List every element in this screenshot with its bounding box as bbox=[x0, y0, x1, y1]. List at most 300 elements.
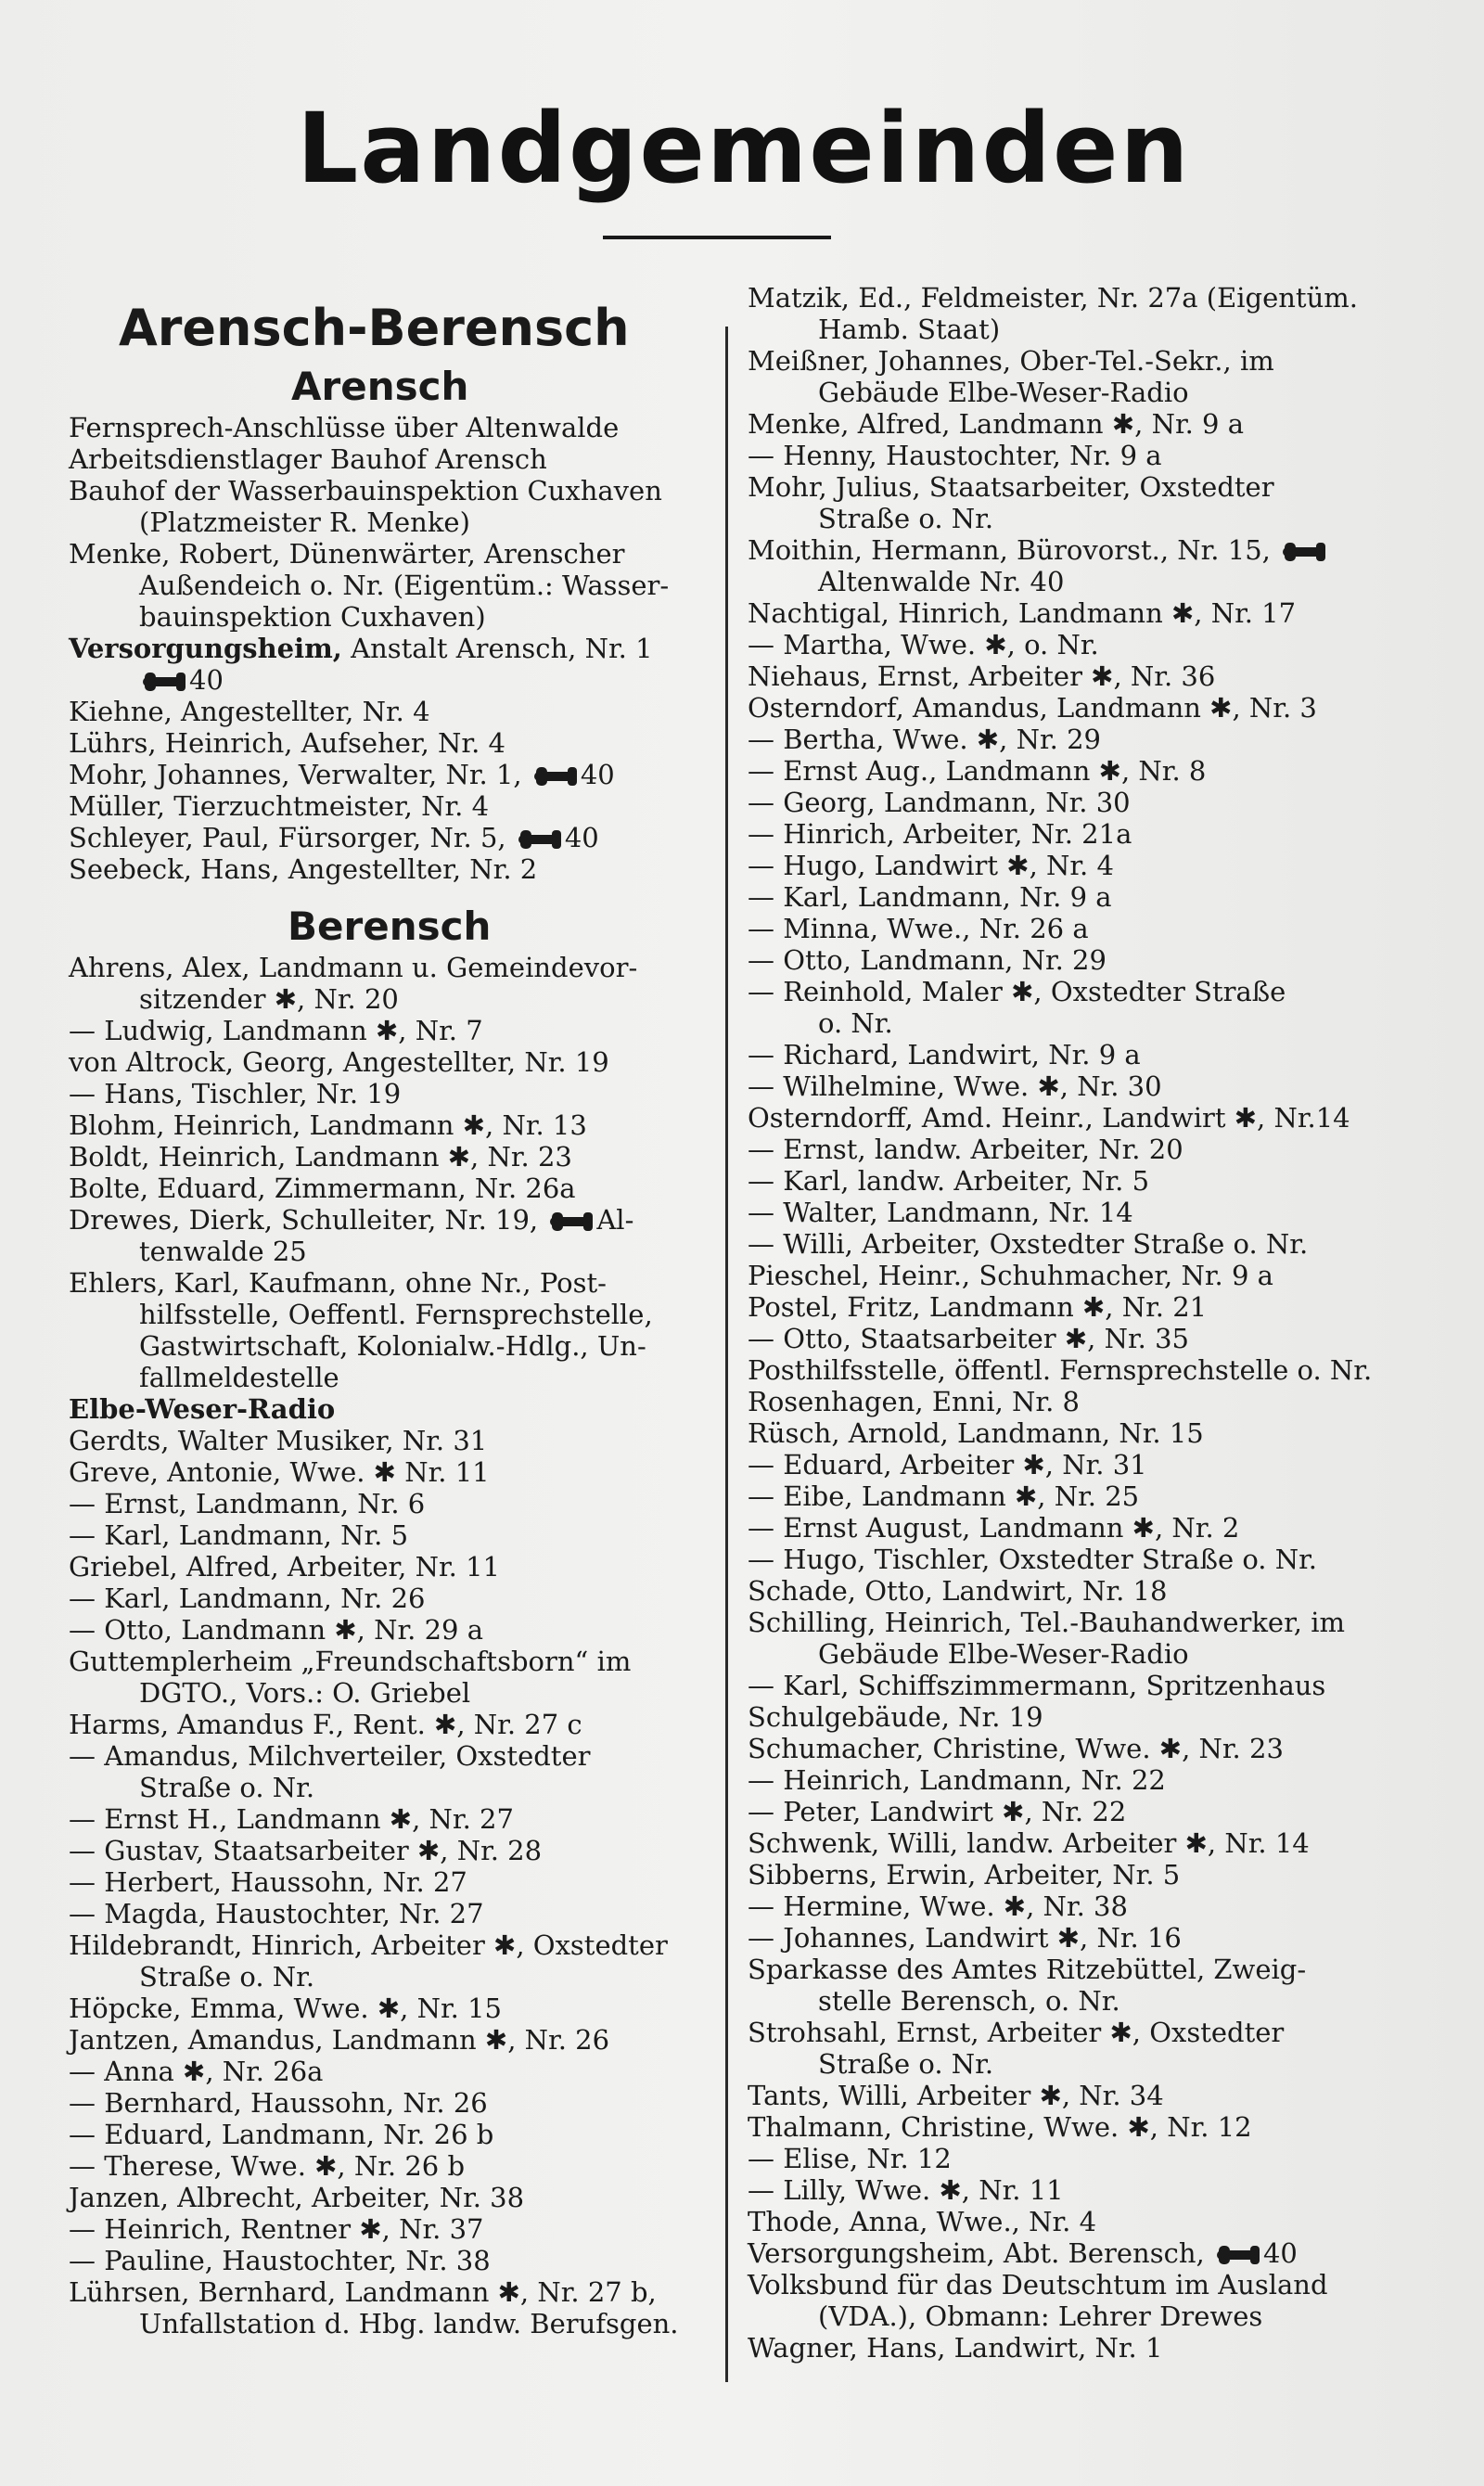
entry-continuation bbox=[748, 1007, 1415, 1039]
entry-line bbox=[69, 1173, 729, 1204]
directory-entry bbox=[69, 2087, 729, 2119]
entry-text: Lührsen, Bernhard, Landmann ✱, Nr. 27 b, bbox=[69, 2276, 657, 2308]
entry-line bbox=[69, 1929, 729, 1961]
directory-entry bbox=[748, 1607, 1415, 1670]
directory-entry bbox=[748, 787, 1415, 818]
directory-entry bbox=[748, 1954, 1415, 2017]
entry-line bbox=[748, 1165, 1415, 1197]
entry-text: — Magda, Haustochter, Nr. 27 bbox=[69, 1898, 484, 1929]
entry-line bbox=[748, 1102, 1415, 1134]
entry-line bbox=[748, 1890, 1415, 1922]
directory-entry bbox=[69, 2024, 729, 2056]
entry-line bbox=[69, 2056, 729, 2087]
telephone-icon bbox=[518, 835, 561, 844]
entry-text: — Hans, Tischler, Nr. 19 bbox=[69, 1078, 402, 1109]
entry-text: Moithin, Hermann, Bürovorst., Nr. 15, bbox=[748, 534, 1271, 566]
entry-text: — Karl, Landmann, Nr. 9 a bbox=[748, 881, 1112, 913]
entry-text: — Gustav, Staatsarbeiter ✱, Nr. 28 bbox=[69, 1835, 543, 1866]
directory-entry bbox=[748, 440, 1415, 471]
entry-name-bold: Elbe-Weser-Radio bbox=[69, 1393, 336, 1425]
directory-entry bbox=[748, 2332, 1415, 2364]
entry-text: Schumacher, Christine, Wwe. ✱, Nr. 23 bbox=[748, 1733, 1284, 1764]
directory-entry bbox=[748, 1449, 1415, 1480]
entry-text: Strohsahl, Ernst, Arbeiter ✱, Oxstedter bbox=[748, 2017, 1285, 2048]
entry-line bbox=[748, 408, 1415, 440]
entry-text: Schade, Otto, Landwirt, Nr. 18 bbox=[748, 1575, 1168, 1607]
entry-text: Ahrens, Alex, Landmann u. Gemeindevor- bbox=[69, 952, 638, 983]
entry-text: 40 bbox=[189, 664, 224, 696]
entry-continuation bbox=[748, 2048, 1415, 2080]
entry-text: Drewes, Dierk, Schulleiter, Nr. 19, bbox=[69, 1204, 539, 1236]
entry-text: Greve, Antonie, Wwe. ✱ Nr. 11 bbox=[69, 1456, 490, 1488]
entry-text: Seebeck, Hans, Angestellter, Nr. 2 bbox=[69, 853, 538, 885]
directory-entry bbox=[69, 412, 729, 443]
directory-entry bbox=[69, 1109, 729, 1141]
entry-line bbox=[69, 1646, 729, 1677]
entry-line bbox=[748, 629, 1415, 660]
entry-text: Straße o. Nr. bbox=[818, 503, 994, 534]
directory-entry bbox=[748, 2017, 1415, 2080]
entry-line bbox=[748, 1954, 1415, 1985]
entry-line bbox=[748, 881, 1415, 913]
entry-continuation bbox=[69, 1677, 729, 1709]
entry-text: Unfallstation d. Hbg. landw. Berufsgen. bbox=[139, 2308, 679, 2339]
entry-line bbox=[748, 1260, 1415, 1291]
entry-line bbox=[69, 822, 729, 853]
directory-entry bbox=[748, 282, 1415, 345]
entry-continuation bbox=[748, 2300, 1415, 2332]
entry-line bbox=[69, 1551, 729, 1583]
directory-entry bbox=[748, 1102, 1415, 1134]
entry-line bbox=[69, 1456, 729, 1488]
entry-text: — Reinhold, Maler ✱, Oxstedter Straße bbox=[748, 976, 1286, 1007]
directory-entry bbox=[69, 952, 729, 1015]
entry-text: Gebäude Elbe-Weser-Radio bbox=[818, 1638, 1189, 1670]
entry-line bbox=[69, 2213, 729, 2245]
entry-name-bold: Versorgungsheim, bbox=[69, 633, 342, 664]
entry-text: Griebel, Alfred, Arbeiter, Nr. 11 bbox=[69, 1551, 501, 1583]
directory-entry bbox=[69, 1835, 729, 1866]
directory-entry bbox=[748, 629, 1415, 660]
entry-text: Hildebrandt, Hinrich, Arbeiter ✱, Oxstedter bbox=[69, 1929, 668, 1961]
entry-text: — Karl, Landmann, Nr. 26 bbox=[69, 1583, 426, 1614]
directory-entry bbox=[69, 1488, 729, 1519]
directory-entry bbox=[748, 597, 1415, 629]
subsection-title-arensch: Arensch bbox=[291, 364, 469, 409]
directory-entry bbox=[748, 1165, 1415, 1197]
entry-line bbox=[748, 1733, 1415, 1764]
directory-entry bbox=[69, 1803, 729, 1835]
entry-text: Nachtigal, Hinrich, Landmann ✱, Nr. 17 bbox=[748, 597, 1297, 629]
entry-line bbox=[748, 1670, 1415, 1701]
telephone-icon bbox=[550, 1217, 593, 1226]
entry-line bbox=[748, 755, 1415, 787]
entry-text: Pieschel, Heinr., Schuhmacher, Nr. 9 a bbox=[748, 1260, 1273, 1291]
entry-line bbox=[748, 692, 1415, 724]
entry-line bbox=[748, 2206, 1415, 2237]
entry-line bbox=[69, 1866, 729, 1898]
entry-text: — Amandus, Milchverteiler, Oxstedter bbox=[69, 1740, 591, 1772]
entry-text: — Bertha, Wwe. ✱, Nr. 29 bbox=[748, 724, 1101, 755]
entry-line bbox=[748, 471, 1415, 503]
entry-line bbox=[748, 1859, 1415, 1890]
entry-text: — Minna, Wwe., Nr. 26 a bbox=[748, 913, 1089, 944]
directory-entry bbox=[748, 1417, 1415, 1449]
entry-text: Rüsch, Arnold, Landmann, Nr. 15 bbox=[748, 1417, 1204, 1449]
entry-line bbox=[748, 2111, 1415, 2143]
directory-entry bbox=[748, 2080, 1415, 2111]
entry-line bbox=[748, 1197, 1415, 1228]
entry-text: Außendeich o. Nr. (Eigentüm.: Wasser- bbox=[139, 570, 670, 601]
entry-text: hilfsstelle, Oeffentl. Fernsprechstelle, bbox=[139, 1299, 653, 1330]
entry-line bbox=[748, 1386, 1415, 1417]
entry-text: — Herbert, Haussohn, Nr. 27 bbox=[69, 1866, 467, 1898]
entry-text: — Martha, Wwe. ✱, o. Nr. bbox=[748, 629, 1099, 660]
entry-text: Osterndorf, Amandus, Landmann ✱, Nr. 3 bbox=[748, 692, 1317, 724]
entry-text: Boldt, Heinrich, Landmann ✱, Nr. 23 bbox=[69, 1141, 572, 1173]
entry-line bbox=[748, 2269, 1415, 2300]
entry-text: — Ernst August, Landmann ✱, Nr. 2 bbox=[748, 1512, 1240, 1544]
entry-text: Sibberns, Erwin, Arbeiter, Nr. 5 bbox=[748, 1859, 1181, 1890]
entry-line bbox=[748, 282, 1415, 314]
entry-line bbox=[69, 1204, 729, 1236]
directory-entry bbox=[69, 2213, 729, 2245]
telephone-icon bbox=[1217, 2250, 1260, 2260]
page-title: Landgemeinden bbox=[297, 92, 1191, 205]
entry-text: Volksbund für das Deutschtum im Ausland bbox=[748, 2269, 1328, 2300]
directory-entry bbox=[748, 1291, 1415, 1323]
entry-line bbox=[748, 1070, 1415, 1102]
entry-line bbox=[69, 1267, 729, 1299]
entry-line bbox=[69, 538, 729, 570]
entry-line bbox=[69, 1109, 729, 1141]
entry-line bbox=[69, 2119, 729, 2150]
entry-text: — Eduard, Landmann, Nr. 26 b bbox=[69, 2119, 494, 2150]
left-column bbox=[69, 295, 729, 2339]
directory-entry bbox=[748, 881, 1415, 913]
entry-text: Altenwalde Nr. 40 bbox=[818, 566, 1065, 597]
directory-entry bbox=[748, 944, 1415, 976]
entry-text: stelle Berensch, o. Nr. bbox=[818, 1985, 1120, 2017]
entry-line bbox=[69, 2087, 729, 2119]
directory-entry bbox=[748, 850, 1415, 881]
directory-entry bbox=[748, 724, 1415, 755]
entry-line bbox=[69, 1803, 729, 1835]
entry-text: — Pauline, Haustochter, Nr. 38 bbox=[69, 2245, 491, 2276]
directory-entry bbox=[69, 2182, 729, 2213]
directory-entry bbox=[748, 471, 1415, 534]
directory-entry bbox=[69, 1583, 729, 1614]
directory-entry bbox=[69, 1646, 729, 1709]
entry-text: DGTO., Vors.: O. Griebel bbox=[139, 1677, 471, 1709]
entry-text: — Ludwig, Landmann ✱, Nr. 7 bbox=[69, 1015, 483, 1046]
entry-text: Lührs, Heinrich, Aufseher, Nr. 4 bbox=[69, 727, 505, 759]
entry-text: Menke, Alfred, Landmann ✱, Nr. 9 a bbox=[748, 408, 1245, 440]
entry-text: Müller, Tierzuchtmeister, Nr. 4 bbox=[69, 790, 490, 822]
entry-line bbox=[748, 976, 1415, 1007]
directory-entry bbox=[748, 1228, 1415, 1260]
directory-entry bbox=[748, 345, 1415, 408]
entry-continuation bbox=[748, 503, 1415, 534]
entry-text: — Therese, Wwe. ✱, Nr. 26 b bbox=[69, 2150, 466, 2182]
entry-text: — Otto, Landmann, Nr. 29 bbox=[748, 944, 1107, 976]
entry-continuation bbox=[748, 314, 1415, 345]
entry-text: Thode, Anna, Wwe., Nr. 4 bbox=[748, 2206, 1097, 2237]
entry-text: Anstalt Arensch, Nr. 1 bbox=[341, 633, 653, 664]
directory-entry bbox=[748, 818, 1415, 850]
directory-entry bbox=[748, 2269, 1415, 2332]
directory-entry bbox=[69, 1393, 729, 1425]
entry-text: — Ernst Aug., Landmann ✱, Nr. 8 bbox=[748, 755, 1207, 787]
entry-line bbox=[748, 1796, 1415, 1827]
entry-text: Meißner, Johannes, Ober-Tel.-Sekr., im bbox=[748, 345, 1274, 377]
entry-text: Schleyer, Paul, Fürsorger, Nr. 5, bbox=[69, 822, 506, 853]
directory-entry bbox=[69, 443, 729, 475]
entry-text: — Ernst, landw. Arbeiter, Nr. 20 bbox=[748, 1134, 1183, 1165]
entry-continuation bbox=[69, 664, 729, 696]
entry-text: — Heinrich, Rentner ✱, Nr. 37 bbox=[69, 2213, 484, 2245]
entry-line bbox=[748, 787, 1415, 818]
section-title: Arensch-Berensch bbox=[119, 299, 630, 357]
entry-text: — Wilhelmine, Wwe. ✱, Nr. 30 bbox=[748, 1070, 1162, 1102]
directory-entry bbox=[748, 692, 1415, 724]
entry-text: Hamb. Staat) bbox=[818, 314, 1001, 345]
entry-text: Thalmann, Christine, Wwe. ✱, Nr. 12 bbox=[748, 2111, 1252, 2143]
entry-line bbox=[748, 1480, 1415, 1512]
phone-number: 40 bbox=[580, 759, 615, 790]
entry-text: Kiehne, Angestellter, Nr. 4 bbox=[69, 696, 430, 727]
entry-line bbox=[69, 759, 729, 790]
entry-line bbox=[748, 1764, 1415, 1796]
entry-line bbox=[69, 633, 729, 664]
entry-line bbox=[69, 1709, 729, 1740]
entry-text: Jantzen, Amandus, Landmann ✱, Nr. 26 bbox=[69, 2024, 610, 2056]
directory-entry bbox=[69, 1141, 729, 1173]
entry-text: Matzik, Ed., Feldmeister, Nr. 27a (Eigentüm. bbox=[748, 282, 1358, 314]
title-rule bbox=[603, 236, 831, 239]
directory-entry bbox=[69, 1993, 729, 2024]
entry-line bbox=[69, 1078, 729, 1109]
entry-text: — Henny, Haustochter, Nr. 9 a bbox=[748, 440, 1162, 471]
entry-line bbox=[69, 443, 729, 475]
berensch-entry-list-continued bbox=[748, 282, 1415, 2364]
directory-entry bbox=[69, 1267, 729, 1393]
entry-text: — Hugo, Landwirt ✱, Nr. 4 bbox=[748, 850, 1114, 881]
entry-text: Sparkasse des Amtes Ritzebüttel, Zweig- bbox=[748, 1954, 1307, 1985]
entry-line bbox=[69, 853, 729, 885]
entry-text: Guttemplerheim „Freundschaftsborn“ im bbox=[69, 1646, 632, 1677]
directory-entry bbox=[69, 1456, 729, 1488]
entry-line bbox=[748, 2332, 1415, 2364]
directory-entry bbox=[748, 2111, 1415, 2143]
entry-text: Gastwirtschaft, Kolonialw.-Hdlg., Un- bbox=[139, 1330, 646, 1362]
directory-entry bbox=[69, 853, 729, 885]
entry-line bbox=[748, 2174, 1415, 2206]
entry-text: Mohr, Johannes, Verwalter, Nr. 1, bbox=[69, 759, 522, 790]
directory-entry bbox=[69, 2150, 729, 2182]
entry-line bbox=[69, 412, 729, 443]
telephone-icon bbox=[534, 772, 577, 781]
directory-entry bbox=[748, 408, 1415, 440]
entry-text: — Otto, Landmann ✱, Nr. 29 a bbox=[69, 1614, 483, 1646]
directory-entry bbox=[69, 759, 729, 790]
entry-continuation bbox=[748, 1638, 1415, 1670]
directory-entry bbox=[748, 2174, 1415, 2206]
entry-line bbox=[748, 2143, 1415, 2174]
entry-continuation bbox=[69, 983, 729, 1015]
entry-line bbox=[748, 1039, 1415, 1070]
entry-text: Höpcke, Emma, Wwe. ✱, Nr. 15 bbox=[69, 1993, 502, 2024]
entry-text: Menke, Robert, Dünenwärter, Arenscher bbox=[69, 538, 625, 570]
entry-text: — Eibe, Landmann ✱, Nr. 25 bbox=[748, 1480, 1140, 1512]
entry-line bbox=[748, 1323, 1415, 1354]
entry-line bbox=[748, 944, 1415, 976]
directory-entry bbox=[69, 2056, 729, 2087]
phone-number: 40 bbox=[1262, 2237, 1298, 2269]
directory-entry bbox=[748, 913, 1415, 944]
entry-line bbox=[69, 2182, 729, 2213]
entry-line bbox=[748, 1544, 1415, 1575]
directory-entry bbox=[748, 1134, 1415, 1165]
directory-entry bbox=[69, 1614, 729, 1646]
entry-line bbox=[69, 1614, 729, 1646]
entry-text: bauinspektion Cuxhaven) bbox=[139, 601, 486, 633]
directory-entry bbox=[748, 1827, 1415, 1859]
entry-line bbox=[69, 1519, 729, 1551]
entry-text: Blohm, Heinrich, Landmann ✱, Nr. 13 bbox=[69, 1109, 587, 1141]
entry-text: Schwenk, Willi, landw. Arbeiter ✱, Nr. 14 bbox=[748, 1827, 1310, 1859]
entry-text: — Richard, Landwirt, Nr. 9 a bbox=[748, 1039, 1141, 1070]
directory-entry bbox=[748, 534, 1415, 597]
arensch-entry-list bbox=[69, 412, 729, 885]
directory-entry bbox=[69, 1929, 729, 1993]
entry-text: Niehaus, Ernst, Arbeiter ✱, Nr. 36 bbox=[748, 660, 1216, 692]
entry-line bbox=[69, 1993, 729, 2024]
entry-continuation bbox=[69, 570, 729, 601]
directory-entry bbox=[748, 1701, 1415, 1733]
right-column bbox=[748, 282, 1415, 2364]
entry-text: — Johannes, Landwirt ✱, Nr. 16 bbox=[748, 1922, 1182, 1954]
entry-line bbox=[69, 1046, 729, 1078]
entry-text: — Hinrich, Arbeiter, Nr. 21a bbox=[748, 818, 1132, 850]
directory-entry bbox=[748, 2143, 1415, 2174]
directory-entry bbox=[69, 822, 729, 853]
telephone-icon bbox=[1283, 547, 1325, 557]
entry-line bbox=[69, 2024, 729, 2056]
entry-text: — Lilly, Wwe. ✱, Nr. 11 bbox=[748, 2174, 1064, 2206]
entry-continuation bbox=[69, 506, 729, 538]
directory-entry bbox=[69, 1015, 729, 1046]
directory-entry bbox=[69, 475, 729, 538]
entry-text: Arbeitsdienstlager Bauhof Arensch bbox=[69, 443, 547, 475]
directory-entry bbox=[69, 1078, 729, 1109]
entry-line bbox=[69, 2245, 729, 2276]
directory-entry bbox=[69, 1204, 729, 1267]
directory-entry bbox=[69, 696, 729, 727]
entry-text: Posthilfsstelle, öffentl. Fernsprechstelle o. Nr. bbox=[748, 1354, 1373, 1386]
phone-number: 40 bbox=[564, 822, 599, 853]
entry-line bbox=[748, 1827, 1415, 1859]
entry-text: Bauhof der Wasserbauinspektion Cuxhaven bbox=[69, 475, 662, 506]
entry-continuation bbox=[69, 1236, 729, 1267]
entry-line bbox=[748, 2237, 1415, 2269]
entry-text: Wagner, Hans, Landwirt, Nr. 1 bbox=[748, 2332, 1163, 2364]
entry-text: — Karl, Landmann, Nr. 5 bbox=[69, 1519, 409, 1551]
entry-line bbox=[69, 1583, 729, 1614]
entry-line bbox=[748, 818, 1415, 850]
entry-line bbox=[69, 1835, 729, 1866]
entry-text: sitzender ✱, Nr. 20 bbox=[139, 983, 399, 1015]
entry-text: o. Nr. bbox=[818, 1007, 893, 1039]
entry-line bbox=[748, 1449, 1415, 1480]
entry-continuation bbox=[69, 1362, 729, 1393]
directory-entry bbox=[69, 790, 729, 822]
entry-line bbox=[748, 913, 1415, 944]
entry-continuation bbox=[69, 2308, 729, 2339]
directory-entry bbox=[69, 633, 729, 696]
entry-text: Rosenhagen, Enni, Nr. 8 bbox=[748, 1386, 1080, 1417]
directory-entry bbox=[69, 1898, 729, 1929]
entry-continuation bbox=[69, 601, 729, 633]
entry-line bbox=[69, 1488, 729, 1519]
entry-text: — Anna ✱, Nr. 26a bbox=[69, 2056, 324, 2087]
directory-entry bbox=[748, 755, 1415, 787]
directory-entry bbox=[69, 1551, 729, 1583]
entry-line bbox=[748, 440, 1415, 471]
entry-continuation bbox=[69, 1961, 729, 1993]
entry-text: Schilling, Heinrich, Tel.-Bauhandwerker, im bbox=[748, 1607, 1345, 1638]
entry-text: — Hermine, Wwe. ✱, Nr. 38 bbox=[748, 1890, 1128, 1922]
directory-entry bbox=[748, 1859, 1415, 1890]
entry-continuation bbox=[748, 377, 1415, 408]
directory-entry bbox=[748, 1764, 1415, 1796]
entry-line bbox=[748, 660, 1415, 692]
entry-text: Gebäude Elbe-Weser-Radio bbox=[818, 377, 1189, 408]
entry-line bbox=[69, 952, 729, 983]
entry-text: Straße o. Nr. bbox=[818, 2048, 994, 2080]
entry-text: — Ernst H., Landmann ✱, Nr. 27 bbox=[69, 1803, 514, 1835]
entry-line bbox=[69, 2276, 729, 2308]
entry-text: Gerdts, Walter Musiker, Nr. 31 bbox=[69, 1425, 488, 1456]
entry-text: von Altrock, Georg, Angestellter, Nr. 19 bbox=[69, 1046, 609, 1078]
entry-text: — Hugo, Tischler, Oxstedter Straße o. Nr. bbox=[748, 1544, 1317, 1575]
entry-line bbox=[69, 727, 729, 759]
entry-text: — Eduard, Arbeiter ✱, Nr. 31 bbox=[748, 1449, 1147, 1480]
entry-text: (VDA.), Obmann: Lehrer Drewes bbox=[818, 2300, 1263, 2332]
entry-text: Postel, Fritz, Landmann ✱, Nr. 21 bbox=[748, 1291, 1208, 1323]
entry-line bbox=[748, 2080, 1415, 2111]
entry-text: — Georg, Landmann, Nr. 30 bbox=[748, 787, 1131, 818]
entry-line bbox=[69, 1425, 729, 1456]
directory-entry bbox=[748, 1575, 1415, 1607]
directory-entry bbox=[69, 1866, 729, 1898]
entry-text: Fernsprech-Anschlüsse über Altenwalde bbox=[69, 412, 620, 443]
directory-entry bbox=[69, 2276, 729, 2339]
directory-entry bbox=[748, 2206, 1415, 2237]
directory-entry bbox=[69, 1519, 729, 1551]
entry-line bbox=[748, 850, 1415, 881]
directory-entry bbox=[748, 1890, 1415, 1922]
berensch-entry-list bbox=[69, 952, 729, 2339]
entry-line bbox=[748, 2017, 1415, 2048]
directory-entry bbox=[748, 1197, 1415, 1228]
subsection-title-berensch: Berensch bbox=[288, 903, 492, 949]
directory-entry bbox=[69, 1425, 729, 1456]
entry-line bbox=[748, 724, 1415, 755]
directory-entry bbox=[748, 1922, 1415, 1954]
entry-text: — Karl, landw. Arbeiter, Nr. 5 bbox=[748, 1165, 1150, 1197]
entry-continuation bbox=[69, 1772, 729, 1803]
